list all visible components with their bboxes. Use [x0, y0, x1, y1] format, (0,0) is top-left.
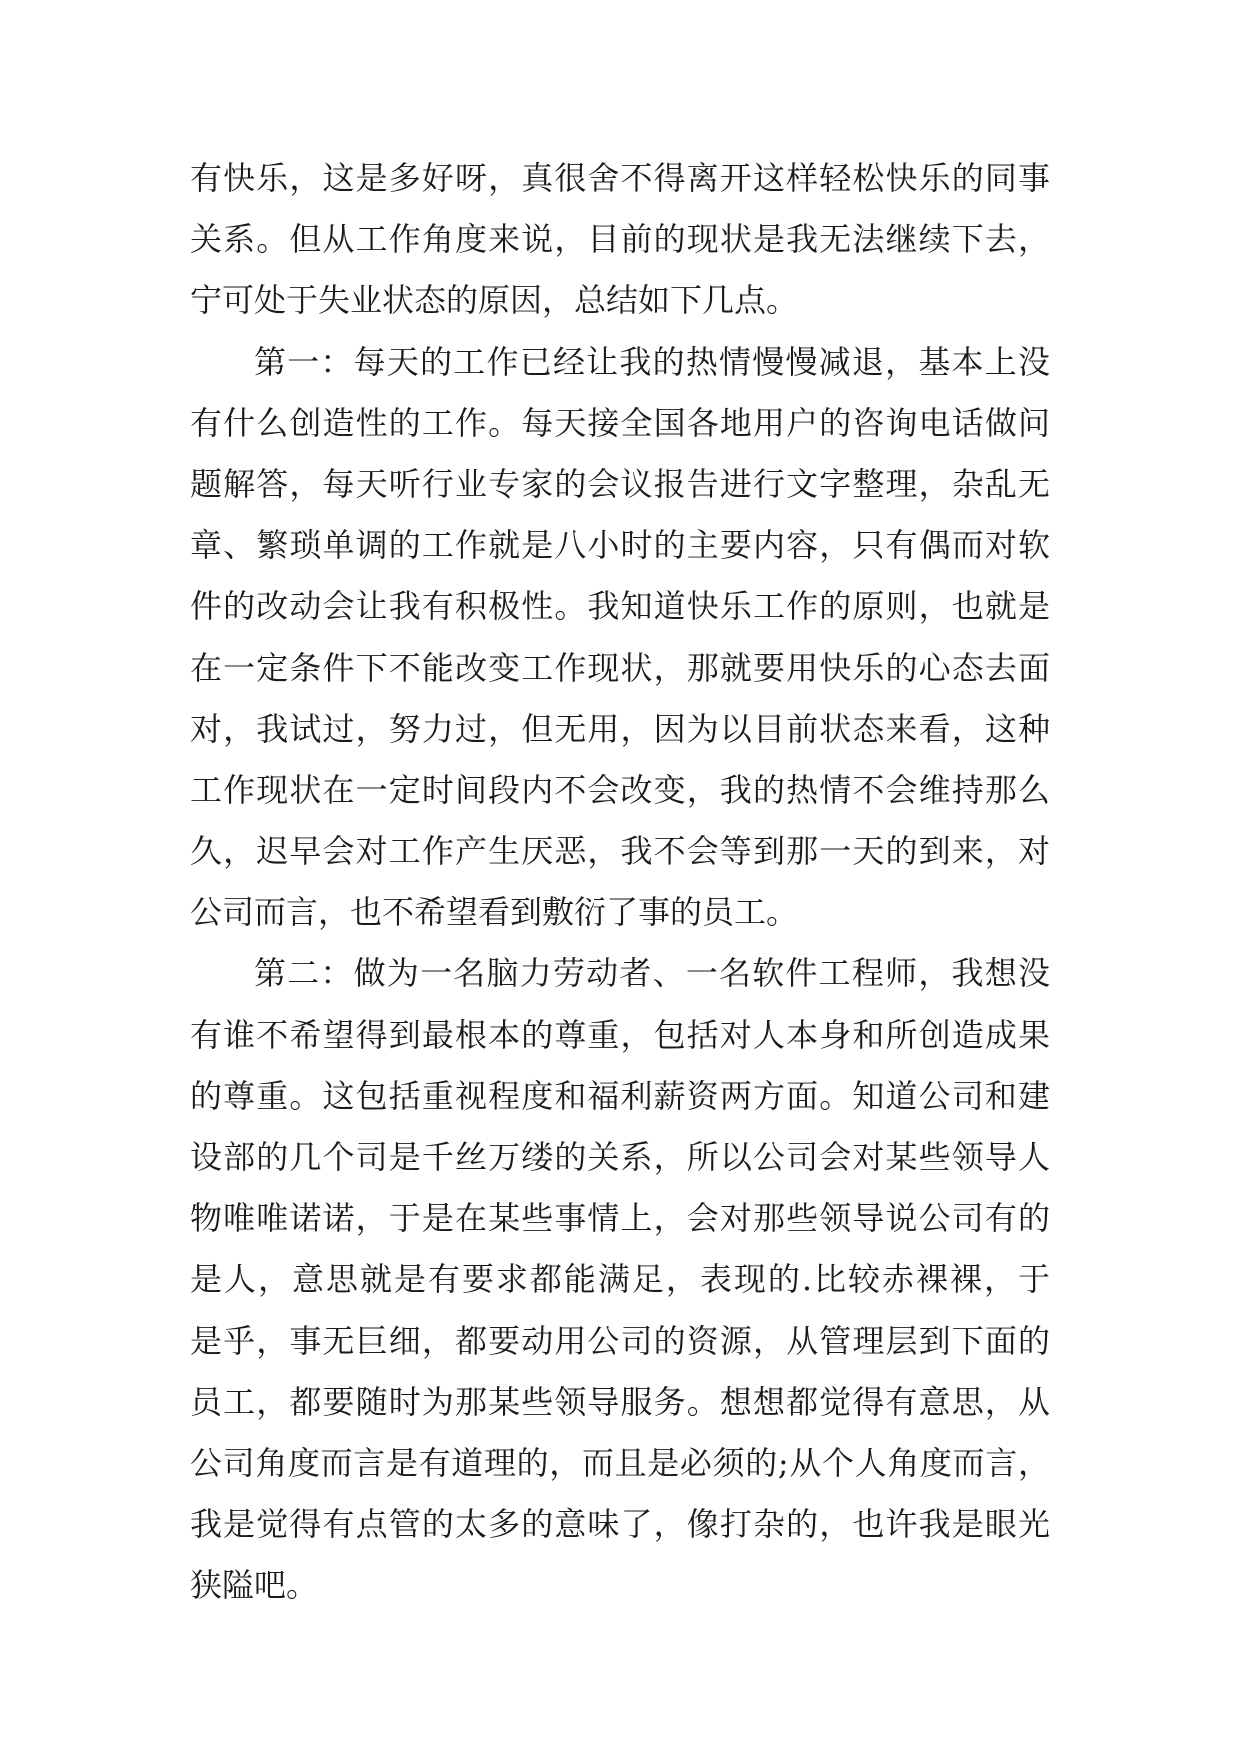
text-line: 久，迟早会对工作产生厌恶，我不会等到那一天的到来，对	[190, 832, 1050, 871]
text-line: 有什么创造性的工作。每天接全国各地用户的咨询电话做问	[190, 403, 1050, 442]
text-line: 我是觉得有点管的太多的意味了，像打杂的，也许我是眼光	[190, 1505, 1050, 1544]
text-line: 员工，都要随时为那某些领导服务。想想都觉得有意思，从	[190, 1382, 1050, 1421]
text-line: 公司角度而言是有道理的，而且是必须的;从个人角度而言，	[190, 1443, 1050, 1482]
text-line: 题解答，每天听行业专家的会议报告进行文字整理，杂乱无	[190, 464, 1050, 503]
text-line: 物唯唯诺诺，于是在某些事情上，会对那些领导说公司有的	[190, 1199, 1050, 1238]
text-line: 件的改动会让我有积极性。我知道快乐工作的原则，也就是	[190, 587, 1050, 626]
text-line: 章、繁琐单调的工作就是八小时的主要内容，只有偶而对软	[190, 526, 1050, 565]
document-page	[190, 148, 1050, 1617]
text-line: 有快乐，这是多好呀，真很舍不得离开这样轻松快乐的同事	[190, 159, 1050, 197]
text-line: 设部的几个司是千丝万缕的关系，所以公司会对某些领导人	[190, 1138, 1050, 1176]
text-line: 工作现状在一定时间段内不会改变，我的热情不会维持那么	[190, 770, 1050, 809]
text-line: 的尊重。这包括重视程度和福利薪资两方面。知道公司和建	[190, 1076, 1050, 1115]
text-line: 关系。但从工作角度来说，目前的现状是我无法继续下去，	[190, 220, 1050, 259]
text-line: 是人，意思就是有要求都能满足，表现的.比较赤裸裸，于	[190, 1260, 1050, 1299]
text-line: 公司而言，也不希望看到敷衍了事的员工。	[190, 893, 799, 932]
text-line: 有谁不希望得到最根本的尊重，包括对人本身和所创造成果	[190, 1015, 1050, 1054]
text-line: 狭隘吧。	[190, 1566, 319, 1605]
paragraph-first-line: 第一：每天的工作已经让我的热情慢慢减退，基本上没	[254, 342, 1050, 381]
text-line: 是乎，事无巨细，都要动用公司的资源，从管理层到下面的	[190, 1321, 1050, 1360]
text-line: 对，我试过，努力过，但无用，因为以目前状态来看，这种	[190, 709, 1050, 748]
paragraph-first-line: 第二：做为一名脑力劳动者、一名软件工程师，我想没	[254, 954, 1050, 993]
text-line: 宁可处于失业状态的原因，总结如下几点。	[190, 281, 799, 320]
text-line: 在一定条件下不能改变工作现状，那就要用快乐的心态去面	[190, 648, 1050, 687]
